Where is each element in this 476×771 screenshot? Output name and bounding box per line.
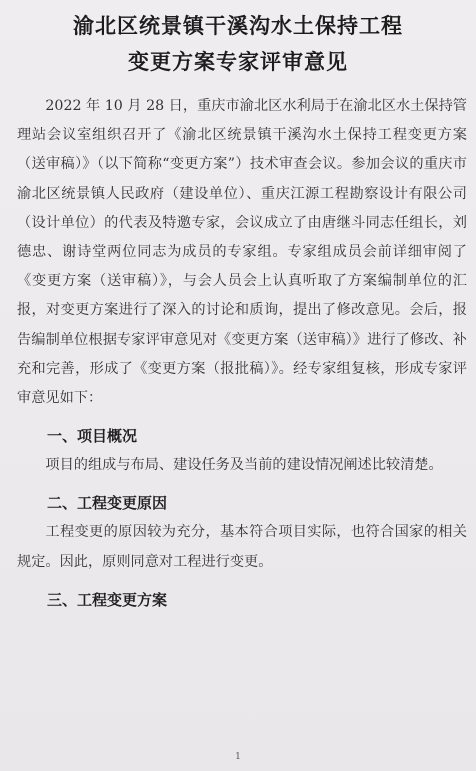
title-line-2: 变更方案专家评审意见 [128,50,348,74]
intro-paragraph: 2022 年 10 月 28 日，重庆市渝北区水利局于在渝北区水土保持管理站会议室组织召开了《渝北区统景镇干溪沟水土保持工程变更方案（送审稿）》（以下简称“变更方案”）技术审查会议。参加会议的重庆市渝北区统景镇人民政府（建设单位）、重庆江源工程勘察设计有限公司（设计单位）的代表及特邀专家，会议成立了由唐继斗同志任组长，刘德忠、谢诗堂两位同志为成员的专家组。专家组成员会前详细审阅了《变更方案（送审稿）》，与会人员会上认真听取了方案编制单位的汇报，对变更方案进行了深入的讨论和质询，提出了修改意见。会后，报告编制单位根据专家评审意见对《变更方案（送审稿）》进行了修改、补充和完善，形成了《变更方案（报批稿）》。经专家组复核，形成专家评审意见如下： [17,98,467,407]
section-heading-project-overview: 一、项目概况 [47,427,138,446]
document-body [17,92,467,623]
section-text-change-reason: 工程变更的原因较为充分，基本符合项目实际，也符合国家的相关规定。因此，原则同意对工程进行变更。 [17,524,467,570]
section-heading-change-reason: 二、工程变更原因 [47,494,168,513]
section-text-project-overview: 项目的组成与布局、建设任务及当前的建设情况阐述比较清楚。 [45,457,443,474]
page-number: 1 [235,752,241,762]
document-title [0,8,476,80]
section-heading-change-plan: 三、工程变更方案 [47,590,168,609]
title-line-1: 渝北区统景镇干溪沟水土保持工程 [73,14,403,38]
